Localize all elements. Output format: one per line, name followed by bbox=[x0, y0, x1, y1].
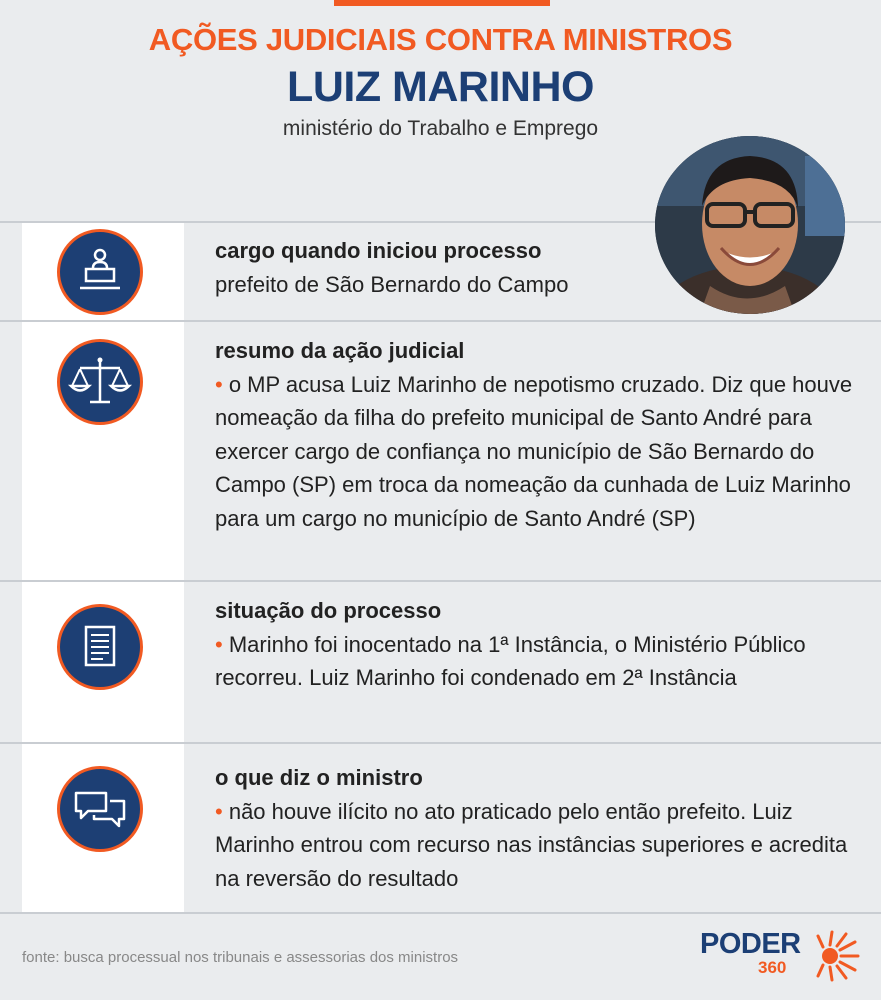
icon-badge bbox=[57, 229, 143, 315]
section-label: cargo quando iniciou processo bbox=[215, 238, 542, 263]
speech-bubbles-icon bbox=[60, 769, 140, 849]
logo-number: 360 bbox=[758, 958, 787, 977]
minister-photo bbox=[655, 136, 845, 314]
section-body bbox=[215, 368, 861, 536]
sunburst-icon bbox=[810, 930, 862, 982]
minister-name: LUIZ MARINHO bbox=[287, 63, 594, 111]
icon-column bbox=[22, 744, 184, 912]
section-body-text: o MP acusa Luiz Marinho de nepotismo cruzado. Diz que houve nomeação da filha do prefeito municipal de Santo André para exercer cargo de confiança no município de São Bernardo do Campo (SP) em troca da nomeação da cunhada de Luiz Marinho para um cargo no município de Santo André (SP) bbox=[215, 371, 853, 531]
podium-person-icon bbox=[60, 232, 140, 312]
section-body-text: Marinho foi inocentado na 1ª Instância, o Ministério Público recorreu. Luiz Marinho foi condenado em 2ª Instância bbox=[215, 631, 806, 690]
icon-column bbox=[22, 223, 184, 320]
section-body-text: não houve ilícito no ato praticado pelo então prefeito. Luiz Marinho entrou com recurso nas instâncias superiores e acredita na reversão do resultado bbox=[215, 798, 848, 891]
icon-badge bbox=[57, 766, 143, 852]
top-accent-bar bbox=[334, 0, 550, 6]
icon-column bbox=[22, 322, 184, 580]
section-body: prefeito de São Bernardo do Campo bbox=[215, 271, 569, 297]
scales-icon bbox=[60, 342, 140, 422]
document-icon bbox=[60, 607, 140, 687]
bullet-marker: • bbox=[215, 798, 223, 824]
ministry-role: ministério do Trabalho e Emprego bbox=[282, 117, 599, 140]
section-text bbox=[215, 761, 861, 895]
section-resumo bbox=[0, 320, 881, 580]
logo-word: PODER bbox=[700, 928, 801, 960]
kicker-title: AÇÕES JUDICIAIS CONTRA MINISTROS bbox=[148, 22, 733, 57]
section-text bbox=[215, 594, 861, 695]
poder360-logo[interactable] bbox=[700, 928, 865, 984]
section-label: situação do processo bbox=[215, 598, 442, 623]
section-body bbox=[215, 628, 861, 695]
icon-column bbox=[22, 582, 184, 742]
icon-badge bbox=[57, 339, 143, 425]
section-label: resumo da ação judicial bbox=[215, 338, 465, 363]
section-label: o que diz o ministro bbox=[215, 765, 423, 790]
section-text bbox=[215, 334, 861, 535]
section-body bbox=[215, 795, 861, 896]
source-note: fonte: busca processual nos tribunais e assessorias dos ministros bbox=[22, 949, 459, 966]
icon-badge bbox=[57, 604, 143, 690]
section-situacao bbox=[0, 580, 881, 742]
bullet-marker: • bbox=[215, 631, 223, 657]
bullet-marker: • bbox=[215, 371, 223, 397]
section-ministro bbox=[0, 742, 881, 914]
